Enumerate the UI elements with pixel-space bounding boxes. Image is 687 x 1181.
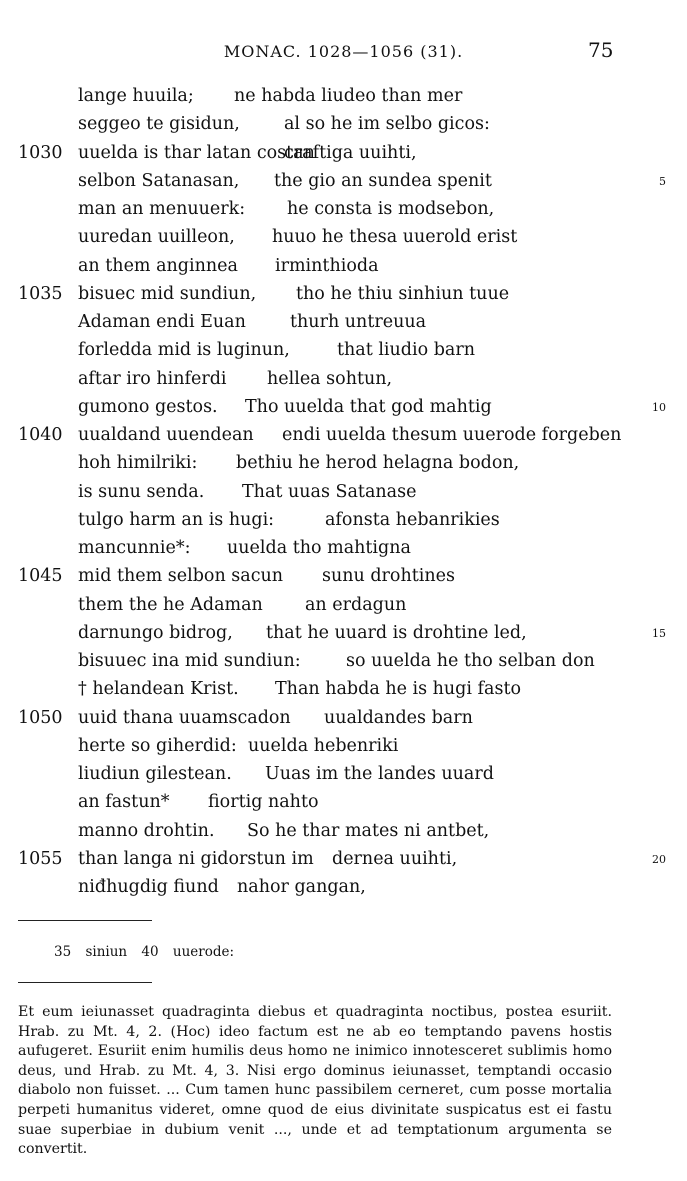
verse-line (0, 736, 687, 764)
verse-line (0, 651, 687, 679)
running-title: MONAC. 1028—1056 (31). (223, 42, 464, 61)
half-line-b: nahor gangan, (237, 877, 366, 897)
verse-line (0, 340, 687, 368)
half-line-a: hoh himilriki: (78, 453, 198, 474)
half-line-a: man an menuuerk: (78, 199, 246, 219)
half-line-b: huuo he thesa uuerold erist (272, 227, 518, 248)
verse-line (0, 764, 687, 792)
line-number: 1055 (18, 848, 63, 869)
half-line-a: darnungo bidrog, (78, 622, 233, 643)
commentary-rule (18, 982, 152, 983)
verse-line (0, 114, 687, 142)
half-line-b: sunu drohtines (322, 566, 455, 587)
verse-line (0, 369, 687, 397)
verse-line (0, 510, 687, 538)
verse-line (0, 397, 687, 425)
variant-readings: 35 siniun 40 uuerode: (54, 944, 235, 960)
verse-line (0, 877, 687, 905)
half-line-b: dernea uuihti, (332, 848, 458, 869)
half-line-a: liudiun gilestean. (78, 764, 232, 784)
half-line-b: So he thar mates ni antbet, (247, 820, 490, 841)
half-line-a: than langa ni gidorstun im (78, 848, 314, 869)
verse-line (0, 425, 687, 453)
line-number: 1035 (18, 283, 63, 304)
half-line-b: he consta is modsebon, (287, 199, 495, 219)
verse-line (0, 821, 687, 849)
half-line-b: Than habda he is hugi fasto (275, 679, 522, 700)
verse-line (0, 792, 687, 820)
half-line-b: so uuelda he tho selban don (346, 651, 595, 671)
margin-line-number: 15 (652, 626, 666, 640)
half-line-a: gumono gestos. (78, 396, 218, 417)
half-line-b: That uuas Satanase (242, 481, 417, 502)
half-line-a: Adaman endi Euan (78, 312, 246, 332)
verse-line (0, 256, 687, 284)
half-line-a: an fastun* (78, 792, 170, 813)
half-line-a: bisuuec ina mid sundiun: (78, 651, 301, 671)
latin-commentary: Et eum ieiunasset quadraginta diebus et quadraginta noctibus, postea esuriit. Hrab. zu Mt. 4, 2. (Hoc) ideo factum est ne ab eo temptando pavens hostis aufugeret. Esuriit enim humilis deus homo ne inimico innotesceret sublimis homo deus, und Hrab. zu Mt. 4, 3. Nisi ergo dominus ieiunasset, temptandi occasio diabolo non fuisset. ... Cum tamen hunc passibilem cerneret, cum posse mortalia perpeti humanitus videret, omne quod de eius divinitate suspicatus est ei fastu suae superbiae in dubium venit ..., unde et ad temptationum argumenta se convertit. (18, 1004, 612, 1158)
half-line-b: that he uuard is drohtine led, (266, 622, 527, 643)
half-line-b: uuelda hebenriki (248, 735, 399, 756)
half-line-b: that liudio barn (337, 340, 475, 361)
half-line-a: selbon Satanasan, (78, 170, 240, 191)
half-line-a: them the he Adaman (78, 594, 263, 615)
half-line-b: thurh untreuua (290, 312, 427, 332)
margin-line-number: 5 (659, 174, 666, 188)
half-line-a: aftar iro hinferdi (78, 368, 227, 389)
half-line-b: ne habda liudeo than mer (234, 86, 463, 106)
half-line-b: an erdagun (305, 594, 407, 615)
verse-line (0, 143, 687, 171)
verse-line (0, 482, 687, 510)
verse-line (0, 312, 687, 340)
verse-line (0, 284, 687, 312)
verse-line (0, 453, 687, 481)
half-line-a: forledda mid is luginun, (78, 340, 290, 361)
half-line-a: lange huuila; (78, 86, 194, 106)
half-line-b: tho he thiu sinhiun tuue (296, 283, 510, 304)
half-line-a: seggeo te gisidun, (78, 114, 240, 135)
footnote-rule (18, 920, 152, 921)
half-line-a: niđhugdig fiund (78, 877, 219, 897)
margin-line-number: 20 (652, 852, 666, 866)
verse-line (0, 679, 687, 707)
half-line-a: herte so giherdid: (78, 735, 237, 756)
half-line-b: craftiga uuihti, (284, 142, 417, 163)
verse-line (0, 227, 687, 255)
half-line-a: bisuec mid sundiun, (78, 283, 257, 304)
half-line-a: uuid thana uuamscadon (78, 707, 291, 728)
half-line-b: the gio an sundea spenit (274, 170, 492, 191)
half-line-a: mancunnie*: (78, 538, 191, 558)
verse-line (0, 708, 687, 736)
verse-line (0, 849, 687, 877)
half-line-a: † helandean Krist. (78, 679, 239, 700)
verse-line (0, 595, 687, 623)
half-line-b: bethiu he herod helagna bodon, (236, 453, 520, 474)
half-line-b: irminthioda (275, 255, 379, 276)
half-line-a: mid them selbon sacun (78, 566, 284, 587)
half-line-a: an them anginnea (78, 255, 238, 276)
verse-line (0, 623, 687, 651)
line-number: 1030 (18, 142, 63, 163)
half-line-b: Tho uuelda that god mahtig (245, 396, 492, 417)
verse-line (0, 199, 687, 227)
verse-line (0, 538, 687, 566)
half-line-b: Uuas im the landes uuard (265, 764, 494, 784)
margin-line-number: 10 (652, 400, 666, 414)
half-line-b: uuelda tho mahtigna (227, 538, 411, 558)
verse-line (0, 566, 687, 594)
half-line-a: uualdand uuendean (78, 425, 254, 445)
page-number: 75 (588, 38, 614, 62)
half-line-a: is sunu senda. (78, 481, 205, 502)
half-line-b: uualdandes barn (324, 707, 473, 728)
half-line-a: uuelda is thar latan costan (78, 142, 315, 163)
half-line-b: fiortig nahto (208, 792, 319, 813)
half-line-b: afonsta hebanrikies (325, 509, 500, 530)
line-number: 1045 (18, 566, 63, 587)
verse-line (0, 86, 687, 114)
half-line-b: endi uuelda thesum uuerode forgeben (282, 425, 622, 445)
half-line-a: uuredan uuilleon, (78, 227, 235, 248)
line-number: 1040 (18, 425, 63, 445)
half-line-a: tulgo harm an is hugi: (78, 509, 275, 530)
half-line-a: manno drohtin. (78, 820, 215, 841)
line-number: 1050 (18, 707, 63, 728)
verse-line (0, 171, 687, 199)
half-line-b: al so he im selbo gicos: (284, 114, 490, 135)
half-line-b: hellea sohtun, (267, 368, 393, 389)
